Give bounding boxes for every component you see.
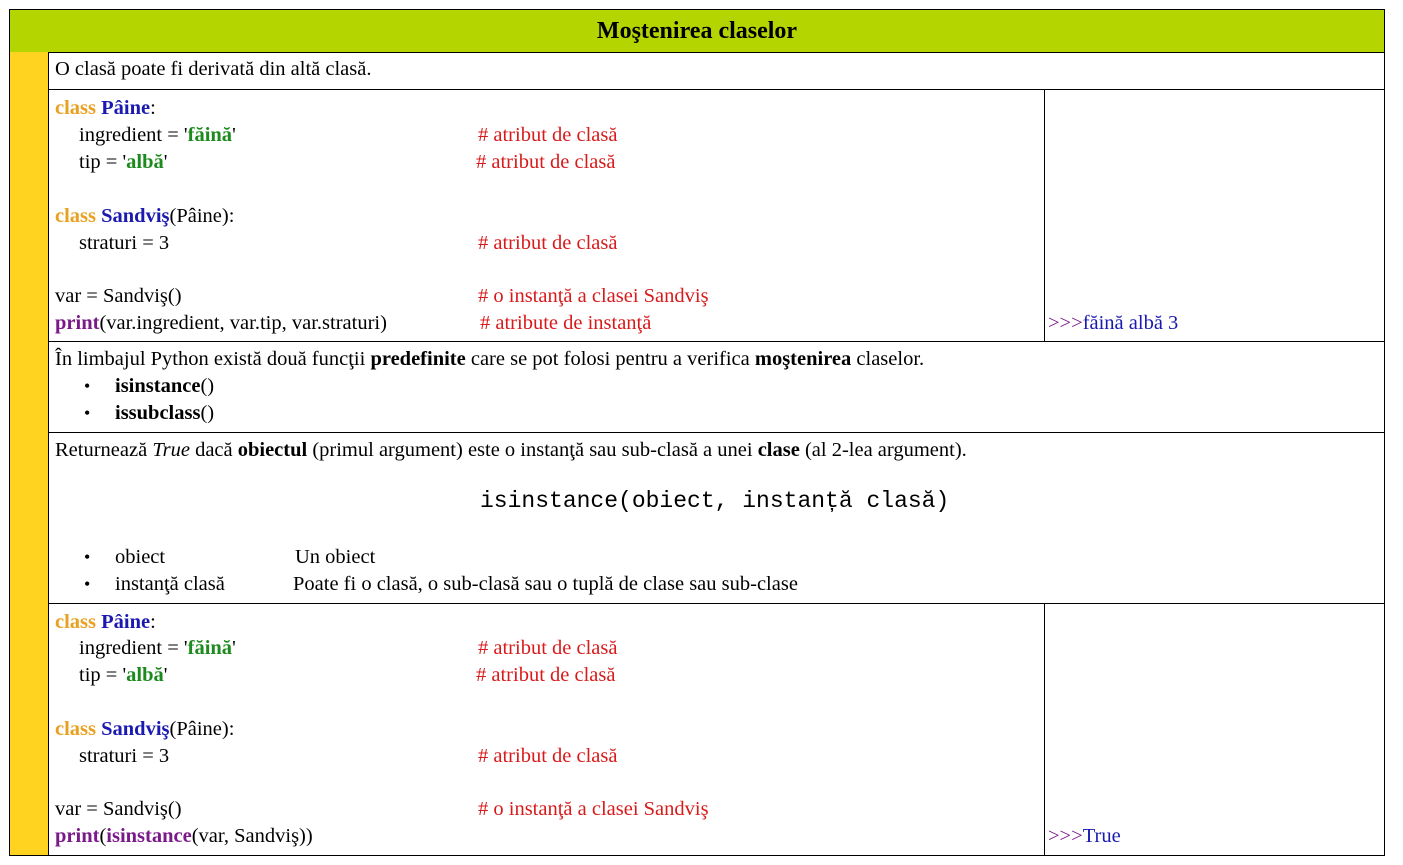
code-line-straturi: straturi = 3 — [79, 745, 170, 767]
output-divider — [1044, 90, 1045, 341]
code-line-tip: tip = 'albă' — [79, 664, 168, 686]
code-line-var: var = Sandviş() — [55, 798, 182, 820]
code-line-ingredient: ingredient = 'făină' — [79, 124, 236, 146]
content-table — [9, 9, 1385, 856]
param-description: Un obiect — [295, 546, 376, 568]
code-comment: # atribut de clasă — [478, 745, 618, 767]
param-name: obiect — [115, 546, 166, 568]
code-line-ingredient: ingredient = 'făină' — [79, 637, 236, 659]
list-item: issubclass() — [115, 402, 215, 424]
code-comment: # atribut de clasă — [478, 637, 618, 659]
code-output-2: >>>True — [1048, 825, 1121, 847]
code-comment: # atribut de clasă — [476, 664, 616, 686]
code-comment: # atribut de clasă — [478, 124, 618, 146]
isinstance-signature: isinstance(obiect, instanță clasă) — [480, 488, 950, 514]
bullet-icon: • — [84, 547, 91, 567]
bullet-icon: • — [84, 403, 91, 423]
code-comment: # atribut de clasă — [478, 232, 618, 254]
code-line-class-sandvis: class Sandviş(Pâine): — [55, 205, 235, 227]
side-stripe — [10, 52, 49, 855]
code-line-var: var = Sandviş() — [55, 285, 182, 307]
intro-text: O clasă poate fi derivată din altă clasă. — [55, 58, 372, 80]
code-line-print-isinstance: print(isinstance(var, Sandviş)) — [55, 825, 313, 847]
code-comment: # atribut de clasă — [476, 151, 616, 173]
code-line-straturi: straturi = 3 — [79, 232, 170, 254]
code-comment: # o instanţă a clasei Sandviş — [478, 285, 709, 307]
code-example-1-row — [49, 90, 1384, 342]
bullet-icon: • — [84, 376, 91, 396]
code-line-class-sandvis: class Sandviş(Pâine): — [55, 718, 235, 740]
code-line-tip: tip = 'albă' — [79, 151, 168, 173]
code-comment: # atribute de instanţă — [480, 312, 652, 334]
code-line-class-paine: class Pâine: — [55, 97, 156, 119]
output-divider — [1044, 604, 1045, 855]
code-example-2-row — [49, 604, 1384, 855]
isinstance-description: Returnează True dacă obiectul (primul argument) este o instanţă sau sub-clasă a unei clase (al 2-lea argument). — [55, 439, 967, 461]
code-comment: # o instanţă a clasei Sandviş — [478, 798, 709, 820]
isinstance-description-row — [49, 433, 1384, 604]
list-item: isinstance() — [115, 375, 215, 397]
bullet-icon: • — [84, 574, 91, 594]
functions-text: În limbajul Python există două funcţii predefinite care se pot folosi pentru a verifica moştenirea claselor. — [55, 348, 925, 370]
page-title: Moştenirea claselor — [10, 10, 1384, 53]
code-output-1: >>>făină albă 3 — [1048, 312, 1179, 334]
param-name: instanţă clasă — [115, 573, 225, 595]
param-description: Poate fi o clasă, o sub-clasă sau o tuplă de clase sau sub-clase — [293, 573, 798, 595]
intro-row — [49, 52, 1384, 90]
code-line-print: print(var.ingredient, var.tip, var.straturi) — [55, 312, 387, 334]
code-line-class-paine: class Pâine: — [55, 611, 156, 633]
functions-row — [49, 342, 1384, 433]
